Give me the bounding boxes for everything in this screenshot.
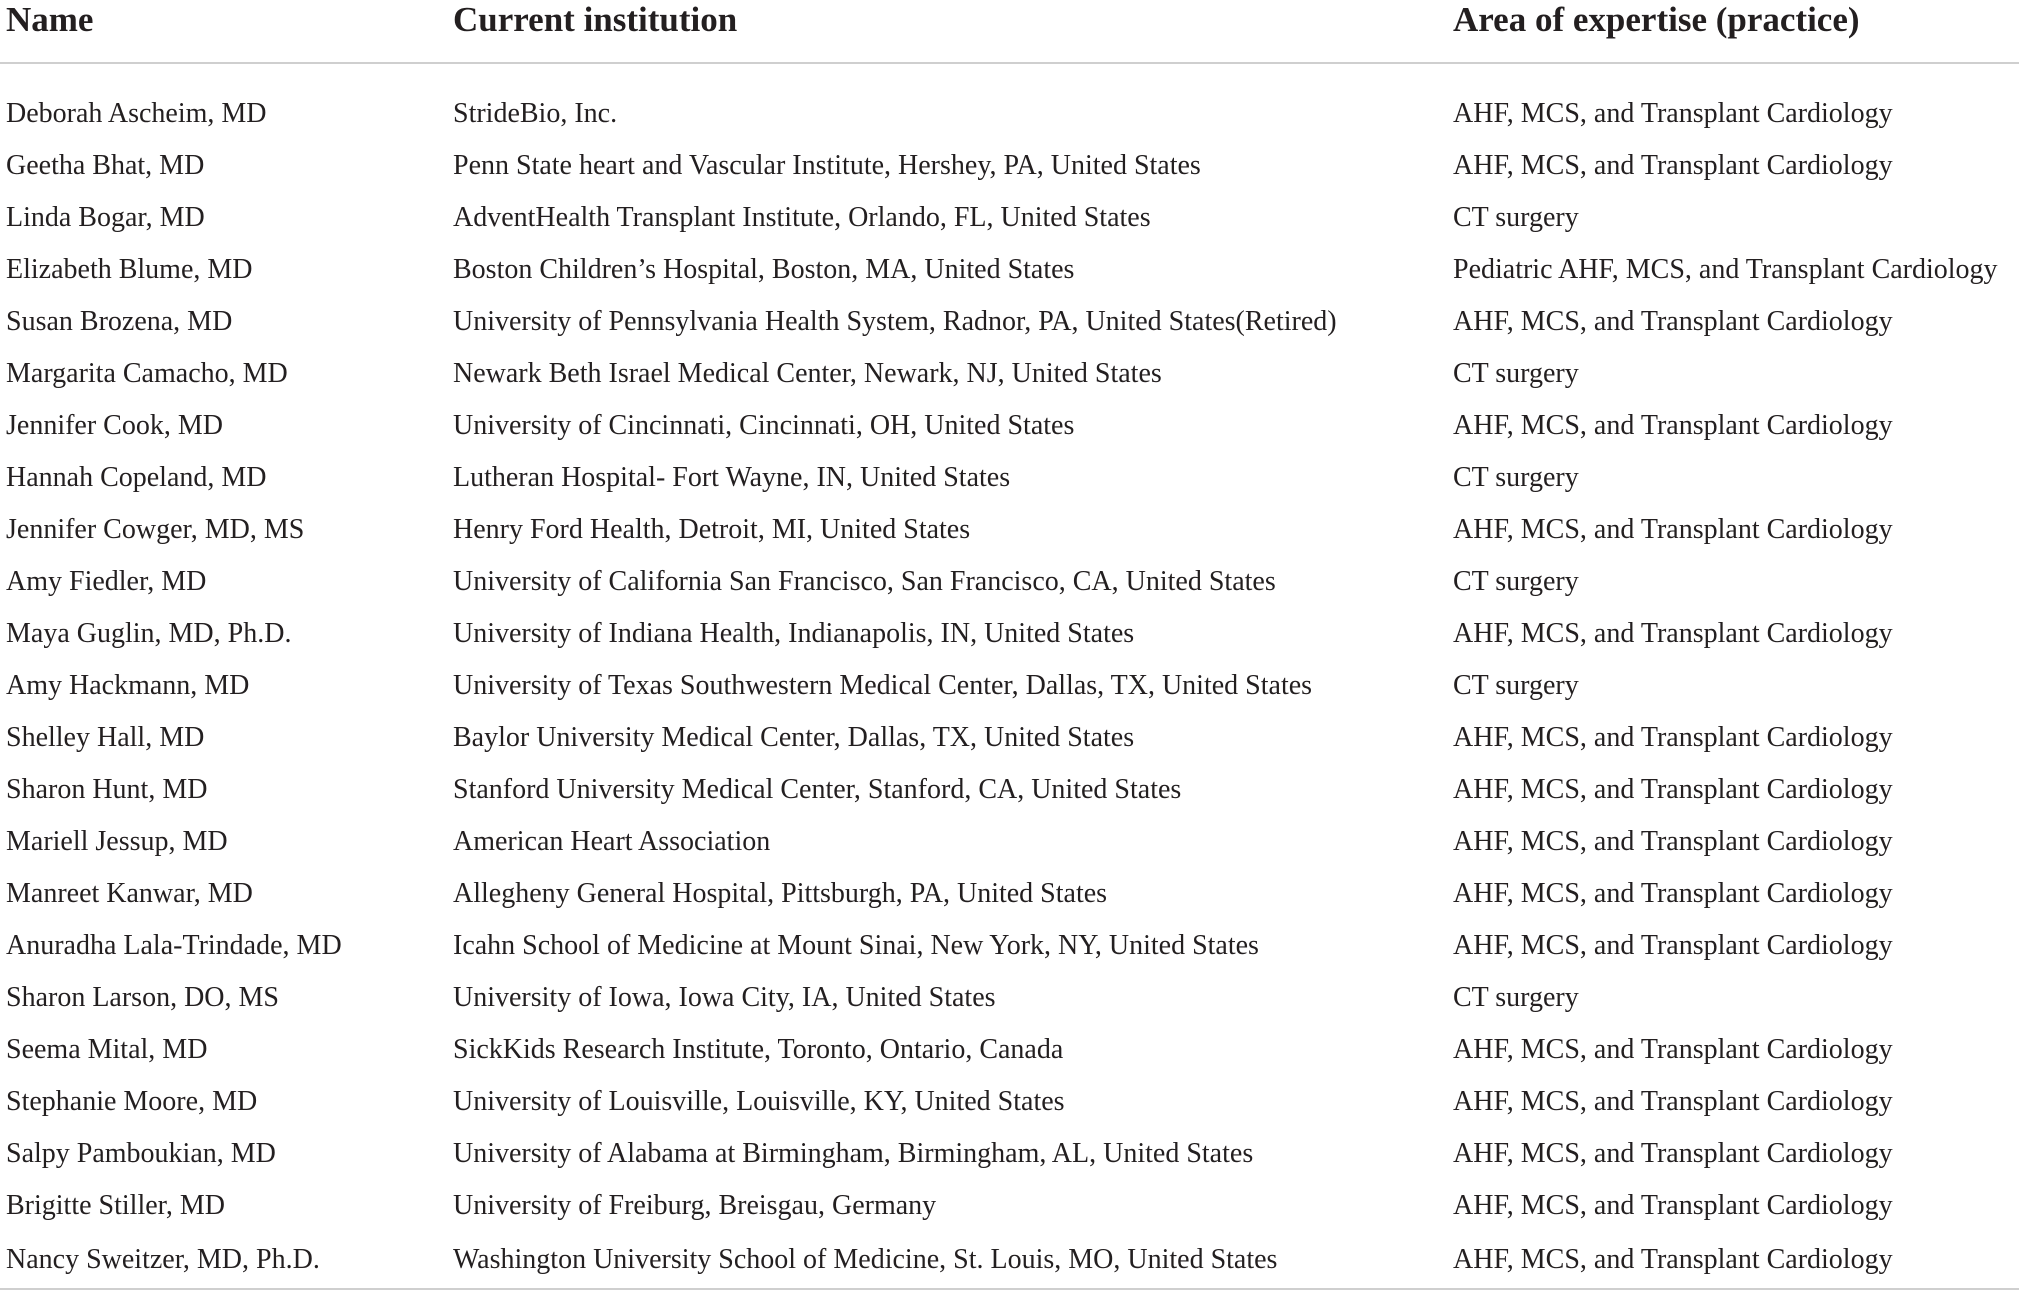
- cell-name: Sharon Hunt, MD: [6, 774, 208, 805]
- table-row: [0, 1076, 2019, 1128]
- cell-expertise: AHF, MCS, and Transplant Cardiology: [1453, 618, 1893, 649]
- cell-name: Hannah Copeland, MD: [6, 462, 267, 493]
- header-institution: Current institution: [447, 0, 1447, 63]
- cell-institution: Penn State heart and Vascular Institute, Hershey, PA, United States: [453, 150, 1201, 181]
- cell-expertise: AHF, MCS, and Transplant Cardiology: [1453, 150, 1893, 181]
- cell-expertise: AHF, MCS, and Transplant Cardiology: [1453, 1190, 1893, 1221]
- table-row: [0, 63, 2019, 140]
- cell-expertise: AHF, MCS, and Transplant Cardiology: [1453, 1138, 1893, 1169]
- cell-name: Jennifer Cook, MD: [6, 410, 223, 441]
- cell-institution: Allegheny General Hospital, Pittsburgh, PA, United States: [453, 878, 1108, 909]
- cell-name: Margarita Camacho, MD: [6, 358, 288, 389]
- cell-name: Shelley Hall, MD: [6, 722, 205, 753]
- cell-name: Elizabeth Blume, MD: [6, 254, 253, 285]
- cell-institution: Baylor University Medical Center, Dallas, TX, United States: [453, 722, 1135, 753]
- cell-name: Seema Mital, MD: [6, 1034, 208, 1065]
- table-row: [0, 868, 2019, 920]
- cell-institution: Boston Children’s Hospital, Boston, MA, United States: [453, 254, 1075, 285]
- table-row: [0, 504, 2019, 556]
- cell-name: Jennifer Cowger, MD, MS: [6, 514, 305, 545]
- cell-expertise: AHF, MCS, and Transplant Cardiology: [1453, 98, 1893, 129]
- table-row: [0, 1180, 2019, 1232]
- cell-expertise: AHF, MCS, and Transplant Cardiology: [1453, 722, 1893, 753]
- header-expertise: Area of expertise (practice): [1447, 0, 2019, 63]
- cell-expertise: AHF, MCS, and Transplant Cardiology: [1453, 410, 1893, 441]
- cell-name: Stephanie Moore, MD: [6, 1086, 258, 1117]
- table-row: [0, 1128, 2019, 1180]
- cell-institution: University of Texas Southwestern Medical Center, Dallas, TX, United States: [453, 670, 1313, 701]
- cell-expertise: AHF, MCS, and Transplant Cardiology: [1453, 1034, 1893, 1065]
- cell-expertise: AHF, MCS, and Transplant Cardiology: [1453, 514, 1893, 545]
- table-row: [0, 764, 2019, 816]
- cell-expertise: AHF, MCS, and Transplant Cardiology: [1453, 930, 1893, 961]
- cell-expertise: CT surgery: [1453, 358, 1579, 389]
- table-row: [0, 1024, 2019, 1076]
- cell-expertise: CT surgery: [1453, 566, 1579, 597]
- cell-name: Salpy Pamboukian, MD: [6, 1138, 276, 1169]
- cell-institution: University of Louisville, Louisville, KY, United States: [453, 1086, 1065, 1117]
- cell-institution: University of Cincinnati, Cincinnati, OH, United States: [453, 410, 1075, 441]
- cell-institution: SickKids Research Institute, Toronto, Ontario, Canada: [453, 1034, 1064, 1065]
- table-row: [0, 712, 2019, 764]
- table-row: [0, 452, 2019, 504]
- table-row: [0, 400, 2019, 452]
- cell-institution: Washington University School of Medicine, St. Louis, MO, United States: [447, 1232, 1447, 1289]
- cell-institution: American Heart Association: [453, 826, 771, 857]
- cell-name: Geetha Bhat, MD: [6, 150, 205, 181]
- cell-institution: Lutheran Hospital- Fort Wayne, IN, United States: [453, 462, 1011, 493]
- cell-institution: AdventHealth Transplant Institute, Orlando, FL, United States: [453, 202, 1151, 233]
- table-row: [0, 1232, 2019, 1289]
- cell-institution: University of Freiburg, Breisgau, Germany: [453, 1190, 937, 1221]
- table-row: [0, 660, 2019, 712]
- cell-institution: Henry Ford Health, Detroit, MI, United States: [453, 514, 971, 545]
- cell-name: Brigitte Stiller, MD: [6, 1190, 225, 1221]
- cell-expertise: Pediatric AHF, MCS, and Transplant Cardiology: [1453, 254, 1998, 285]
- cell-expertise: AHF, MCS, and Transplant Cardiology: [1453, 878, 1893, 909]
- table-row: [0, 816, 2019, 868]
- cell-expertise: CT surgery: [1453, 670, 1579, 701]
- cell-name: Maya Guglin, MD, Ph.D.: [6, 618, 292, 649]
- cell-expertise: CT surgery: [1453, 462, 1579, 493]
- table-row: [0, 608, 2019, 660]
- cell-expertise: CT surgery: [1453, 982, 1579, 1013]
- cell-expertise: AHF, MCS, and Transplant Cardiology: [1453, 774, 1893, 805]
- table-row: [0, 920, 2019, 972]
- cell-institution: University of Iowa, Iowa City, IA, United States: [453, 982, 996, 1013]
- cell-expertise: AHF, MCS, and Transplant Cardiology: [1453, 826, 1893, 857]
- table-row: [0, 296, 2019, 348]
- table-row: [0, 244, 2019, 296]
- cell-name: Amy Fiedler, MD: [6, 566, 207, 597]
- table-row: [0, 348, 2019, 400]
- header-name: Name: [0, 0, 447, 63]
- cell-name: Mariell Jessup, MD: [6, 826, 228, 857]
- table-row: [0, 972, 2019, 1024]
- table-row: [0, 192, 2019, 244]
- cell-expertise: CT surgery: [1453, 202, 1579, 233]
- cell-name: Sharon Larson, DO, MS: [6, 982, 279, 1013]
- cell-name: Manreet Kanwar, MD: [6, 878, 253, 909]
- table-row: [0, 556, 2019, 608]
- cell-name: Nancy Sweitzer, MD, Ph.D.: [0, 1232, 447, 1289]
- cell-name: Linda Bogar, MD: [6, 202, 205, 233]
- header-row: [0, 0, 2019, 63]
- cell-institution: University of Pennsylvania Health System, Radnor, PA, United States(Retired): [453, 306, 1337, 337]
- cell-expertise: AHF, MCS, and Transplant Cardiology: [1453, 306, 1893, 337]
- cell-expertise: AHF, MCS, and Transplant Cardiology: [1453, 1086, 1893, 1117]
- table-row: [0, 140, 2019, 192]
- cell-name: Amy Hackmann, MD: [6, 670, 250, 701]
- cell-institution: StrideBio, Inc.: [453, 98, 618, 129]
- cell-name: Anuradha Lala-Trindade, MD: [6, 930, 342, 961]
- cell-institution: Stanford University Medical Center, Stanford, CA, United States: [453, 774, 1182, 805]
- table-body: [0, 63, 2019, 1289]
- cell-name: Deborah Ascheim, MD: [6, 98, 267, 129]
- cell-institution: University of Indiana Health, Indianapolis, IN, United States: [453, 618, 1135, 649]
- cell-expertise: AHF, MCS, and Transplant Cardiology: [1447, 1232, 2019, 1289]
- table-header: [0, 0, 2019, 63]
- cell-institution: University of California San Francisco, San Francisco, CA, United States: [453, 566, 1276, 597]
- cell-name: Susan Brozena, MD: [6, 306, 233, 337]
- cell-institution: Icahn School of Medicine at Mount Sinai, New York, NY, United States: [453, 930, 1259, 961]
- cell-institution: Newark Beth Israel Medical Center, Newark, NJ, United States: [453, 358, 1162, 389]
- cell-institution: University of Alabama at Birmingham, Birmingham, AL, United States: [453, 1138, 1254, 1169]
